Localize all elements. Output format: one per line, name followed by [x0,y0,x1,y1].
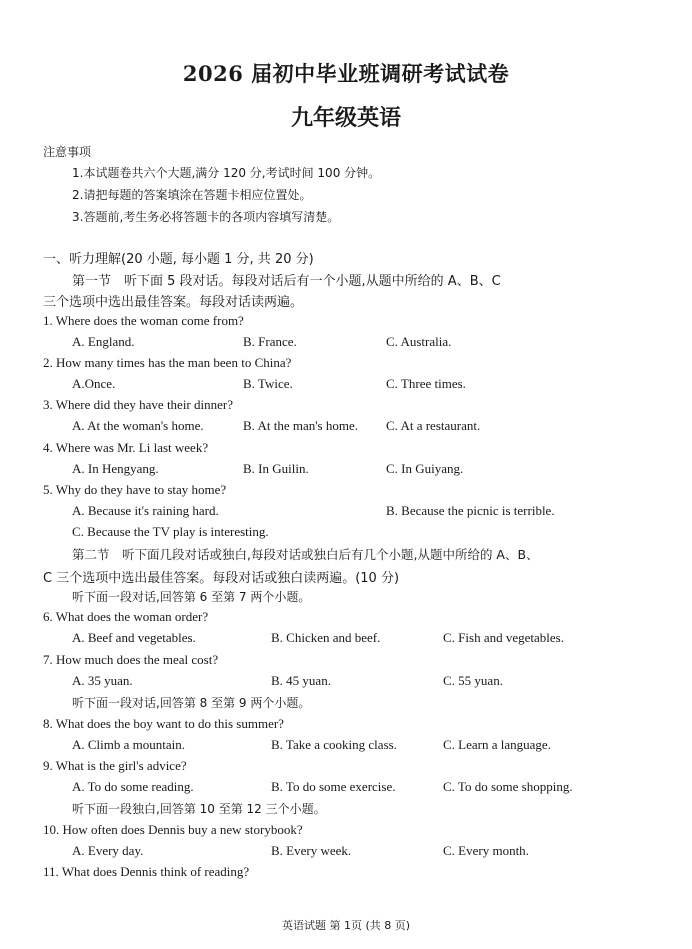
option-a: A. 35 yuan. [72,673,133,688]
question-3: 3. Where did they have their dinner? [43,397,233,412]
option-c: C. Because the TV play is interesting. [72,524,269,539]
part1-instruction-cont: 三个选项中选出最佳答案。每段对话读两遍。 [43,295,304,310]
question-9: 9. What is the girl's advice? [43,758,187,773]
exam-subtitle: 九年级英语 [290,105,401,131]
option-a: A. England. [72,334,135,349]
dialogue-instruction: 听下面一段对话,回答第 6 至第 7 两个小题。 [72,590,311,604]
note-item: 3.答题前,考生务必将答题卡的各项内容填写清楚。 [72,210,340,224]
section-heading: 一、听力理解(20 小题, 每小题 1 分, 共 20 分) [43,252,314,267]
option-a: A. In Hengyang. [72,461,159,476]
option-c: C. To do some shopping. [443,779,573,794]
option-c: C. Learn a language. [443,737,551,752]
option-c: C. Three times. [386,376,466,391]
part2-instruction-cont: C 三个选项中选出最佳答案。每段对话或独白读两遍。(10 分) [43,571,400,586]
option-a: A. Because it's raining hard. [72,503,219,518]
part1-instruction: 第一节 听下面 5 段对话。每段对话后有一个小题,从题中所给的 A、B、C [72,274,501,289]
question-2: 2. How many times has the man been to China? [43,355,292,370]
option-b: B. In Guilin. [243,461,309,476]
question-1: 1. Where does the woman come from? [43,313,244,328]
question-5: 5. Why do they have to stay home? [43,482,227,497]
option-b: B. At the man's home. [243,418,359,433]
option-c: C. 55 yuan. [443,673,503,688]
option-a: A.Once. [72,376,116,391]
option-a: A. Climb a mountain. [72,737,186,752]
question-6: 6. What does the woman order? [43,609,209,624]
question-10: 10. How often does Dennis buy a new storybook? [43,822,303,837]
option-b: B. Because the picnic is terrible. [386,503,555,518]
option-a: A. Every day. [72,843,144,858]
option-c: C. Every month. [443,843,529,858]
option-c: C. In Guiyang. [386,461,464,476]
option-b: B. Take a cooking class. [271,737,397,752]
note-item: 2.请把每题的答案填涂在答题卡相应位置处。 [72,188,312,202]
option-b: B. Chicken and beef. [271,630,381,645]
question-11: 11. What does Dennis think of reading? [43,864,250,879]
option-a: A. Beef and vegetables. [72,630,196,645]
option-b: B. France. [243,334,297,349]
page-footer: 英语试题 第 1页 (共 8 页) [281,919,411,932]
question-4: 4. Where was Mr. Li last week? [43,440,209,455]
monologue-instruction: 听下面一段独白,回答第 10 至第 12 三个小题。 [72,802,326,816]
option-b: B. Every week. [271,843,352,858]
option-c: C. Australia. [386,334,452,349]
option-b: B. To do some exercise. [271,779,396,794]
question-8: 8. What does the boy want to do this summer? [43,716,284,731]
dialogue-instruction: 听下面一段对话,回答第 8 至第 9 两个小题。 [72,696,311,710]
question-7: 7. How much does the meal cost? [43,652,219,667]
notes-label: 注意事项 [43,145,92,159]
option-b: B. 45 yuan. [271,673,331,688]
option-b: B. Twice. [243,376,293,391]
option-c: C. Fish and vegetables. [443,630,564,645]
option-a: A. At the woman's home. [72,418,204,433]
option-c: C. At a restaurant. [386,418,481,433]
option-a: A. To do some reading. [72,779,194,794]
note-item: 1.本试题卷共六个大题,满分 120 分,考试时间 100 分钟。 [72,166,381,180]
part2-instruction: 第二节 听下面几段对话或独白,每段对话或独白后有几个小题,从题中所给的 A、B、 [72,547,539,562]
exam-title: 2026 届初中毕业班调研考试试卷 [182,61,510,86]
